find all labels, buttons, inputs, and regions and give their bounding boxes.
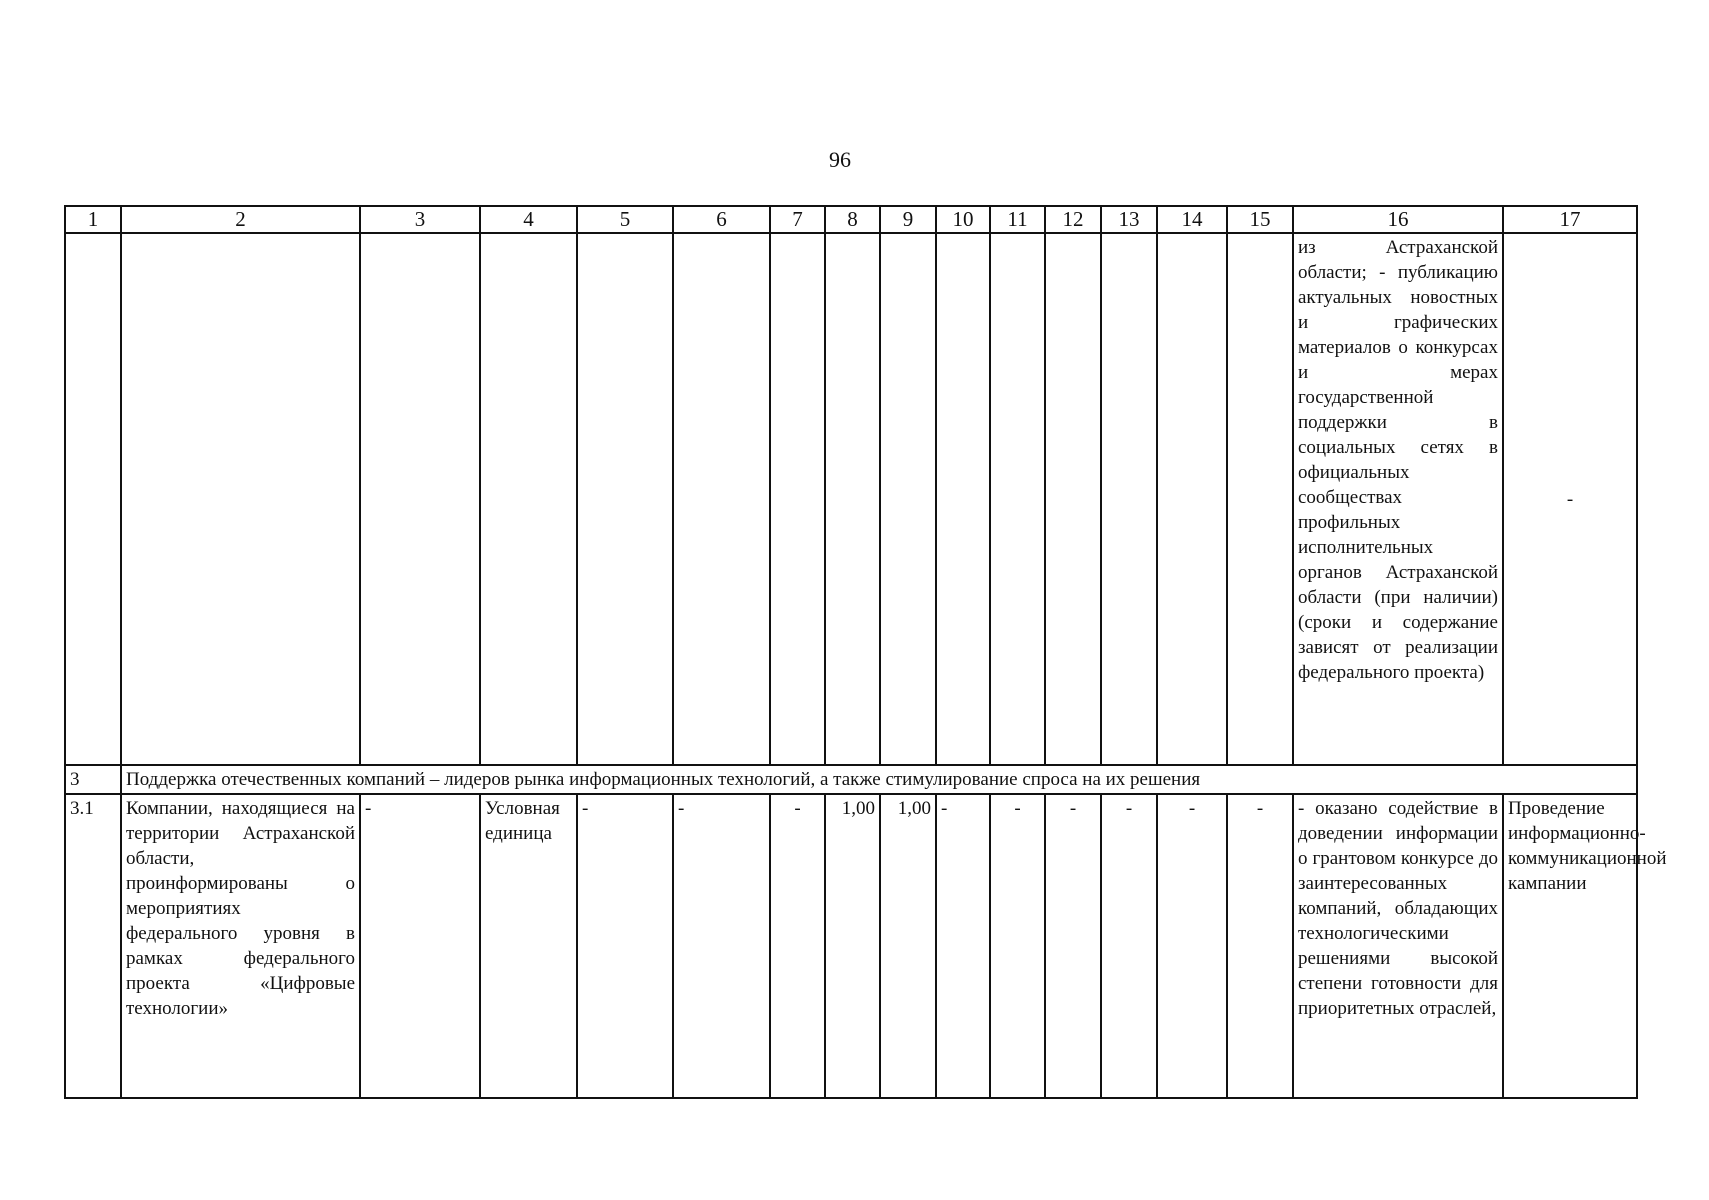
table-cell	[880, 233, 936, 765]
col-header-10: 10	[936, 206, 990, 233]
cell-col15: -	[1227, 794, 1293, 1098]
indicator-name: Компании, находящиеся на территории Астраханской области, проинформированы о мероприятиях федерального уровня в рамках федерального проекта «Цифровые технологии»	[121, 794, 360, 1098]
col-header-9: 9	[880, 206, 936, 233]
value-col9: 1,00	[880, 794, 936, 1098]
col-header-12: 12	[1045, 206, 1101, 233]
continuation-row	[65, 233, 1637, 765]
col-header-14: 14	[1157, 206, 1227, 233]
table-cell	[65, 233, 121, 765]
col-header-17: 17	[1503, 206, 1637, 233]
col-header-16: 16	[1293, 206, 1503, 233]
table-cell	[825, 233, 880, 765]
event-description: Проведение информационно-коммуникационной кампании	[1503, 794, 1637, 1098]
cell-col6: -	[673, 794, 770, 1098]
col-header-15: 15	[1227, 206, 1293, 233]
cell-col5: -	[577, 794, 673, 1098]
unit-of-measure: Условная единица	[480, 794, 577, 1098]
table-cell	[936, 233, 990, 765]
data-table	[64, 205, 1667, 1099]
cell-col7: -	[770, 794, 825, 1098]
cell-col12: -	[1045, 794, 1101, 1098]
table-cell	[1157, 233, 1227, 765]
col-header-11: 11	[990, 206, 1045, 233]
table-cell	[480, 233, 577, 765]
section-row	[65, 765, 1637, 794]
col-header-7: 7	[770, 206, 825, 233]
col-header-1: 1	[65, 206, 121, 233]
continuation-col17-text: -	[1503, 233, 1637, 765]
table-cell	[1227, 233, 1293, 765]
result-description: - оказано содействие в доведении информации о грантовом конкурсе до заинтересованных компаний, обладающих технологическими решениями высокой степени готовности для приоритетных отраслей,	[1293, 794, 1503, 1098]
table-cell	[1101, 233, 1157, 765]
col-header-6: 6	[673, 206, 770, 233]
cell-col13: -	[1101, 794, 1157, 1098]
col-header-5: 5	[577, 206, 673, 233]
table-row	[65, 794, 1637, 1098]
table-cell	[1045, 233, 1101, 765]
cell-col14: -	[1157, 794, 1227, 1098]
cell-col11: -	[990, 794, 1045, 1098]
table-cell	[577, 233, 673, 765]
table-cell	[360, 233, 480, 765]
cell-col10: -	[936, 794, 990, 1098]
value-col8: 1,00	[825, 794, 880, 1098]
cell-col3: -	[360, 794, 480, 1098]
row-number: 3.1	[65, 794, 121, 1098]
page-number: 96	[829, 147, 851, 172]
col-header-8: 8	[825, 206, 880, 233]
table-cell	[990, 233, 1045, 765]
continuation-col16-text: из Астраханской области; - публикацию актуальных новостных и графических материалов о конкурсах и мерах государственной поддержки в социальных сетях в официальных сообществах профильных исполнительных органов Астраханской области (при наличии) (сроки и содержание зависят от реализации федерального проекта)	[1293, 233, 1503, 765]
table-cell	[121, 233, 360, 765]
col-header-2: 2	[121, 206, 360, 233]
header-row	[65, 206, 1637, 233]
col-header-13: 13	[1101, 206, 1157, 233]
table-cell	[770, 233, 825, 765]
col-header-4: 4	[480, 206, 577, 233]
section-number: 3	[65, 765, 121, 794]
table-cell	[673, 233, 770, 765]
col-header-3: 3	[360, 206, 480, 233]
section-title: Поддержка отечественных компаний – лидеров рынка информационных технологий, а также стимулирование спроса на их решения	[121, 765, 1637, 794]
